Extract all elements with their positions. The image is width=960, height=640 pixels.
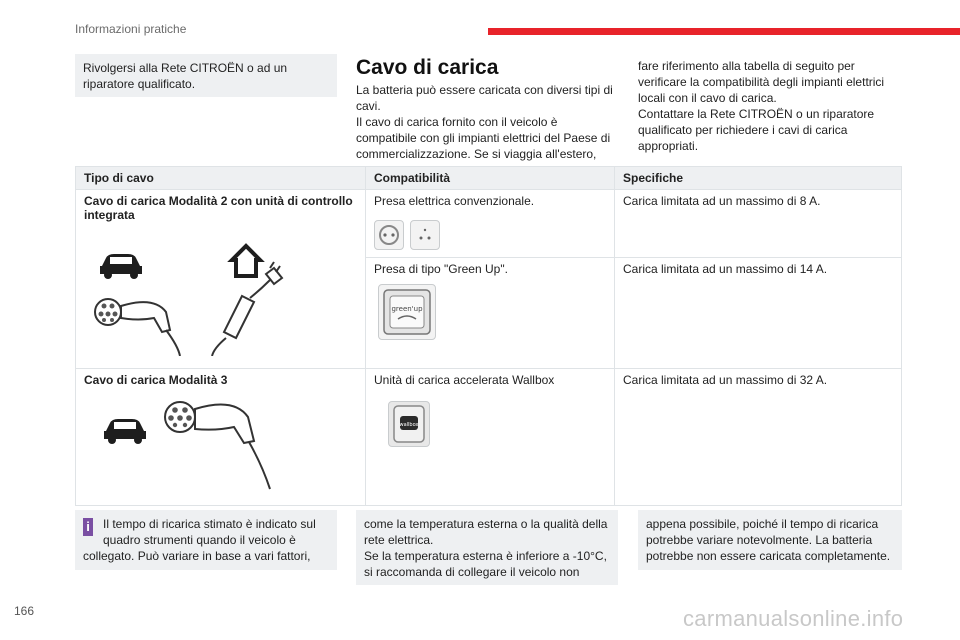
- intro-column-2: [638, 58, 903, 154]
- plug-connector-icon: [165, 402, 270, 489]
- svg-text:wallbox: wallbox: [399, 422, 419, 428]
- intro-paragraph: La batteria può essere caricata con diversi tipi di cavi.: [356, 83, 613, 113]
- spec-cell: Carica limitata ad un massimo di 8 A.: [615, 190, 902, 258]
- header-compatibility: Compatibilità: [366, 167, 615, 190]
- header-specs: Specifiche: [615, 167, 902, 190]
- info-text: appena possibile, poiché il tempo di ricarica potrebbe variare notevolmente. La batteria potrebbe non essere caricata completamente.: [646, 517, 891, 563]
- intro-column-1: [356, 82, 614, 162]
- compat-label: Presa di tipo "Green Up".: [374, 262, 508, 277]
- page-number: 166: [14, 604, 35, 618]
- cable-type-cell: [76, 369, 366, 506]
- info-text: Se la temperatura esterna è inferiore a -10°C, si raccomanda di collegare il veicolo non: [364, 549, 607, 579]
- section-title: Cavo di carica: [356, 56, 499, 79]
- plug-connector-icon: [95, 299, 180, 356]
- top-note: Rivolgersi alla Rete CITROËN o ad un riparatore qualificato.: [75, 54, 337, 97]
- house-icon: [232, 246, 260, 276]
- french-socket-icon: [410, 220, 440, 250]
- intro-paragraph: Contattare la Rete CITROËN o un riparatore qualificato per richiedere i cavi di carica appropriati.: [638, 107, 875, 153]
- compat-cell: [366, 190, 615, 258]
- info-icon: i: [83, 518, 93, 536]
- info-box-col-3: [638, 510, 902, 570]
- info-box-col-1: [75, 510, 337, 570]
- schuko-socket-icon: [374, 220, 404, 250]
- car-icon: [104, 419, 146, 444]
- info-text: come la temperatura esterna o la qualità della rete elettrica.: [364, 517, 608, 547]
- intro-paragraph: Il cavo di carica fornito con il veicolo è compatibile con gli impianti elettrici del Paese di commercializzazione. Se si viaggia all'estero,: [356, 115, 611, 161]
- car-icon: [100, 254, 142, 279]
- cable-type-label: Cavo di carica Modalità 3: [84, 373, 228, 387]
- mode2-cable-illustration: [84, 226, 344, 356]
- spec-cell: Carica limitata ad un massimo di 14 A.: [615, 258, 902, 369]
- header-accent-bar: [488, 28, 960, 35]
- green-up-socket-icon: [378, 284, 436, 340]
- table-header-row: [76, 167, 902, 190]
- svg-text:green'up: green'up: [391, 305, 423, 314]
- spec-cell: Carica limitata ad un massimo di 32 A.: [615, 369, 902, 506]
- cable-type-label: Cavo di carica Modalità 2 con unità di controllo integrata: [84, 194, 353, 222]
- info-box-col-2: [356, 510, 618, 585]
- compat-cell: [366, 258, 615, 369]
- intro-paragraph: fare riferimento alla tabella di seguito per verificare la compatibilità degli impianti elettrici locali con il cavo di carica.: [638, 59, 885, 105]
- header-cable-type: Tipo di cavo: [76, 167, 366, 190]
- cable-type-cell: [76, 190, 366, 369]
- compat-cell: [366, 369, 615, 506]
- wallbox-icon: [388, 401, 430, 447]
- watermark: carmanualsonline.info: [683, 606, 904, 631]
- mode3-cable-illustration: [84, 391, 344, 491]
- section-header: Informazioni pratiche: [75, 22, 187, 36]
- table-row: [76, 369, 902, 506]
- compat-label: Presa elettrica convenzionale.: [374, 194, 535, 208]
- table-row: [76, 190, 902, 258]
- info-text: Il tempo di ricarica stimato è indicato sul quadro strumenti quando il veicolo è collegato. Può variare in base a vari fattori,: [83, 517, 316, 563]
- compat-label: Unità di carica accelerata Wallbox: [374, 373, 555, 387]
- domestic-socket-icons: [374, 212, 606, 252]
- cable-spec-table: [75, 166, 902, 506]
